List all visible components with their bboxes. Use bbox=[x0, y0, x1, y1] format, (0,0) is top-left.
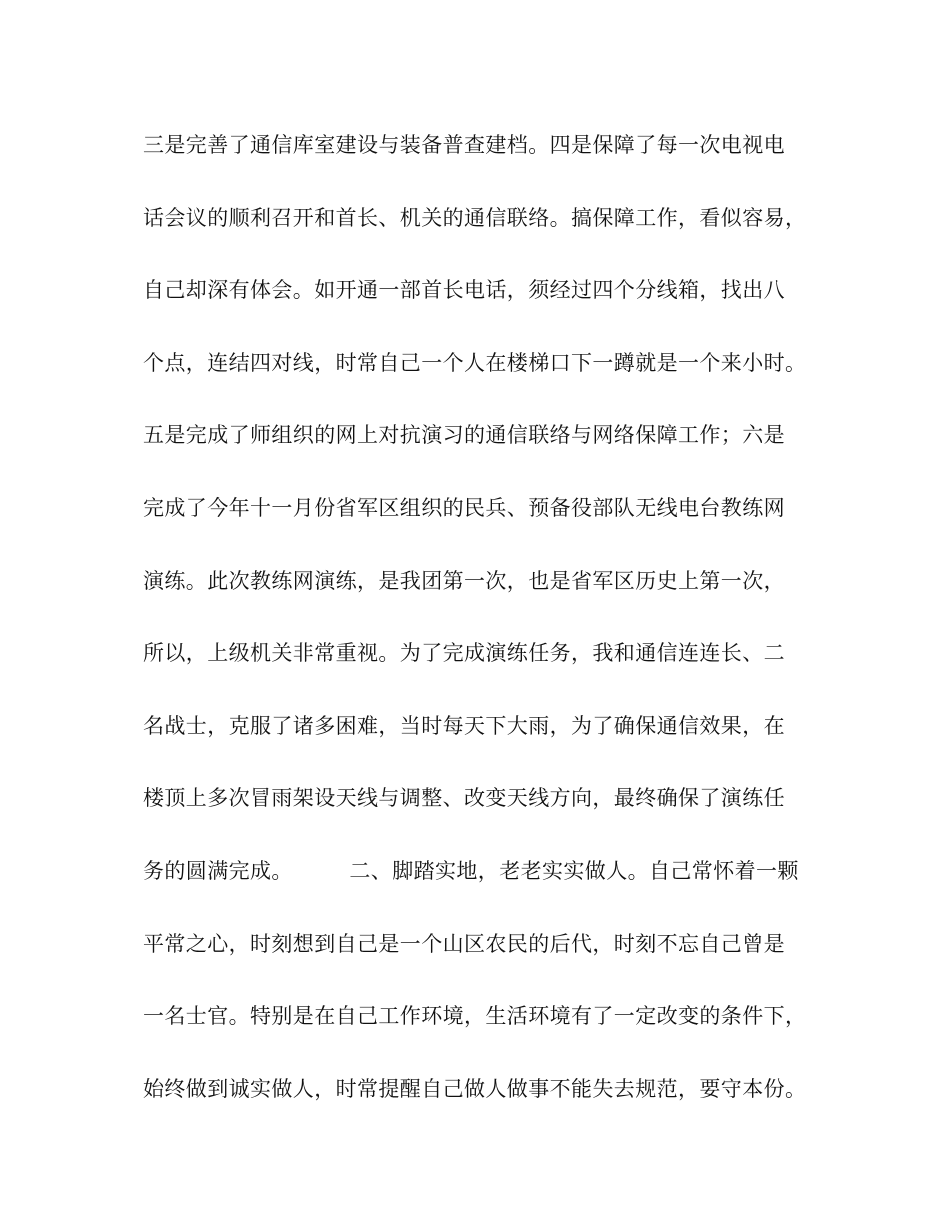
text-line: 五是完成了师组织的网上对抗演习的通信联络与网络保障工作；六是 bbox=[143, 423, 785, 448]
body-text bbox=[143, 118, 823, 1134]
text-line: 演练。此次教练网演练，是我团第一次，也是省军区历史上第一次， bbox=[143, 568, 785, 593]
text-line: 平常之心，时刻想到自己是一个山区农民的后代，时刻不忘自己曾是 bbox=[143, 931, 785, 956]
text-line: 个点，连结四对线，时常自己一个人在楼梯口下一蹲就是一个来小时。 bbox=[143, 350, 807, 375]
text-line: 名战士，克服了诸多困难，当时每天下大雨，为了确保通信效果，在 bbox=[143, 713, 785, 738]
text-line: 务的圆满完成。 二、脚踏实地，老老实实做人。自己常怀着一颗 bbox=[143, 858, 799, 883]
text-line: 所以，上级机关非常重视。为了完成演练任务，我和通信连连长、二 bbox=[143, 641, 785, 666]
text-line: 一名士官。特别是在自己工作环境，生活环境有了一定改变的条件下， bbox=[143, 1004, 807, 1029]
text-line: 三是完善了通信库室建设与装备普查建档。四是保障了每一次电视电 bbox=[143, 133, 785, 157]
text-line: 自己却深有体会。如开通一部首长电话，须经过四个分线箱，找出八 bbox=[143, 278, 785, 303]
text-line: 话会议的顺利召开和首长、机关的通信联络。搞保障工作，看似容易， bbox=[143, 205, 807, 230]
text-line: 楼顶上多次冒雨架设天线与调整、改变天线方向，最终确保了演练任 bbox=[143, 786, 785, 811]
text-line: 完成了今年十一月份省军区组织的民兵、预备役部队无线电台教练网 bbox=[143, 495, 785, 520]
text-line: 始终做到诚实做人，时常提醒自己做人做事不能失去规范，要守本份。 bbox=[143, 1076, 807, 1101]
